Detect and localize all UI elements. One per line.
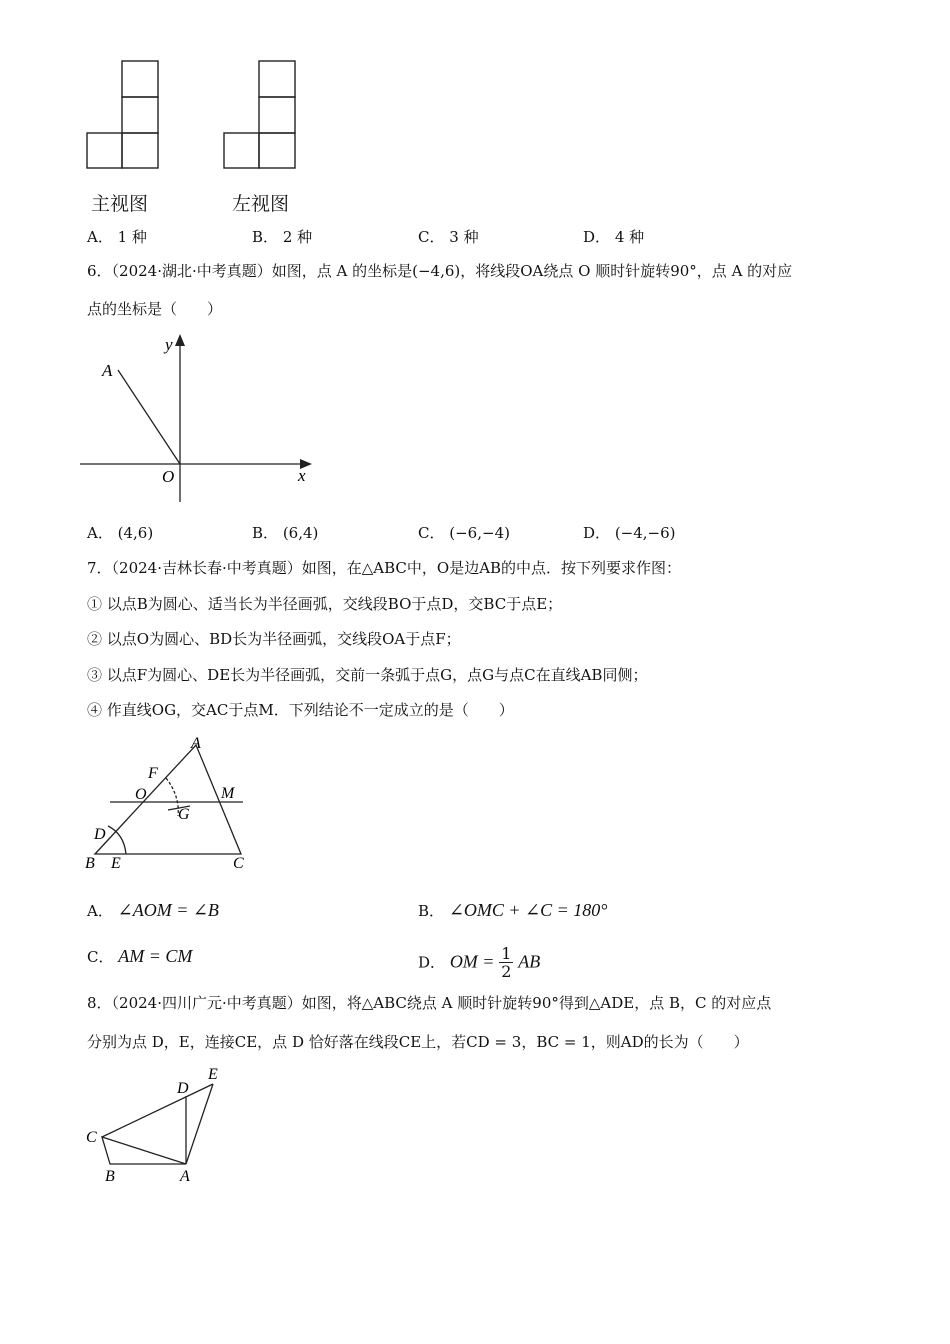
q6-option-d: D． (−4,−6) bbox=[583, 524, 676, 542]
label-a: A bbox=[102, 361, 113, 380]
q7-option-b: B． ∠OMC + ∠C = 180° bbox=[418, 900, 608, 920]
q5-option-c: C． 3 种 bbox=[418, 228, 479, 246]
fraction-denominator: 2 bbox=[501, 962, 512, 981]
label-o: O bbox=[135, 786, 147, 803]
label-c: C bbox=[233, 855, 244, 872]
label-x: x bbox=[298, 466, 306, 485]
label-d: D bbox=[94, 826, 106, 843]
q7-option-d: D． OM = $\frac{1}{2}$ AB bbox=[418, 944, 541, 981]
left-view-figure bbox=[223, 60, 297, 170]
q5-option-d: D． 4 种 bbox=[583, 228, 645, 246]
label-e: E bbox=[111, 855, 121, 872]
label-a: A bbox=[180, 1168, 190, 1185]
q6-stem-line1: 6．（2024·湖北·中考真题）如图，点 A 的坐标是(−4,6)，将线段OA绕点 O 顺时针旋转90°，点 A 的对应 bbox=[87, 262, 793, 280]
q7-step-4: ④ 作直线OG，交AC于点M．下列结论不一定成立的是（ ） bbox=[87, 701, 514, 719]
label-o: O bbox=[162, 467, 175, 486]
q8-stem-line1: 8．（2024·四川广元·中考真题）如图，将△ABC绕点 A 顺时针旋转90°得到△ADE，点 B，C 的对应点 bbox=[87, 994, 772, 1012]
segment-ce bbox=[102, 1084, 213, 1137]
label-g: G bbox=[178, 806, 190, 823]
front-view-figure bbox=[86, 60, 160, 170]
q6-option-a: A． (4,6) bbox=[87, 524, 154, 542]
label-y: y bbox=[165, 335, 173, 354]
label-e: E bbox=[208, 1066, 218, 1083]
q7-stem-line1: 7．（2024·吉林长春·中考真题）如图，在△ABC中，O是边AB的中点．按下列要求作图： bbox=[87, 559, 682, 577]
segment-ae bbox=[186, 1084, 213, 1164]
arc-fg bbox=[166, 778, 178, 816]
fraction-half bbox=[499, 945, 513, 980]
triangle-abc bbox=[102, 1137, 186, 1164]
q6-option-c: C． (−6,−4) bbox=[418, 524, 510, 542]
q7-triangle-figure bbox=[80, 730, 260, 875]
q7-step-3: ③ 以点F为圆心、DE长为半径画弧，交前一条弧于点G，点G与点C在直线AB同侧； bbox=[87, 666, 648, 684]
left-view-label: 左视图 bbox=[232, 193, 290, 215]
q7-option-a: A． ∠AOM = ∠B bbox=[87, 900, 219, 920]
label-b: B bbox=[105, 1168, 115, 1185]
q8-stem-line2: 分别为点 D，E，连接CE，点 D 恰好落在线段CE上，若CD = 3，BC = 1，则AD的长为（ ） bbox=[87, 1033, 749, 1051]
label-a: A bbox=[191, 735, 201, 752]
segment-oa bbox=[118, 370, 180, 464]
q5-option-a: A． 1 种 bbox=[87, 228, 147, 246]
label-m: M bbox=[221, 785, 235, 802]
q6-option-b: B． (6,4) bbox=[252, 524, 319, 542]
label-d: D bbox=[177, 1080, 189, 1097]
label-c: C bbox=[86, 1129, 97, 1146]
q6-coordinate-figure bbox=[80, 330, 320, 508]
q7-step-1: ① 以点B为圆心、适当长为半径画弧，交线段BO于点D，交BC于点E； bbox=[87, 595, 563, 613]
q7-option-c: C． AM = CM bbox=[87, 946, 193, 966]
front-view-label: 主视图 bbox=[91, 193, 149, 215]
q7-step-2: ② 以点O为圆心、BD长为半径画弧，交线段OA于点F； bbox=[87, 630, 461, 648]
q8-rotation-figure bbox=[80, 1062, 230, 1187]
label-f: F bbox=[148, 765, 158, 782]
triangle-abc bbox=[95, 745, 241, 854]
q5-option-b: B． 2 种 bbox=[252, 228, 313, 246]
y-axis-arrow-icon bbox=[175, 334, 185, 346]
fraction-numerator: 1 bbox=[501, 944, 512, 963]
label-b: B bbox=[85, 855, 95, 872]
q6-stem-line2: 点的坐标是（ ） bbox=[87, 300, 223, 318]
